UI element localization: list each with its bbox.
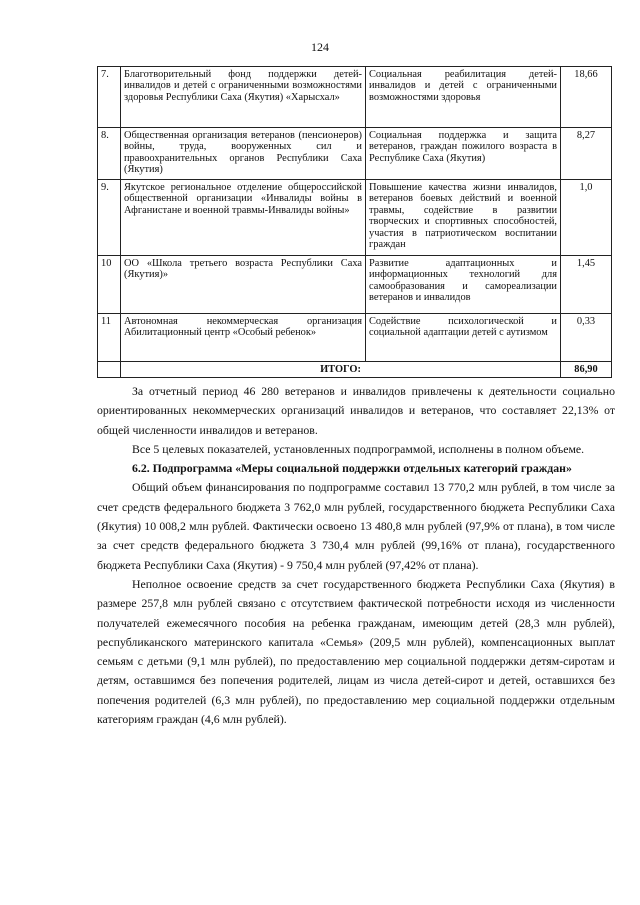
total-label: ИТОГО:: [121, 362, 561, 378]
table-row: [98, 256, 612, 314]
ngo-funding-table: [97, 66, 612, 378]
body-text: [97, 382, 615, 729]
paragraph: За отчетный период 46 280 ветеранов и инвалидов привлечены к деятельности социально ориентированных некоммерческих организаций инвалидов и ветеранов, что составляет 22,13% от общей численности инвалидов и ветеранов.: [97, 384, 615, 437]
organization-cell: ОО «Школа третьего возраста Республики Саха (Якутия)»: [121, 256, 366, 314]
row-number: 9.: [98, 180, 121, 256]
organization-cell: Якутское региональное отделение общероссийской общественной организации «Инвалиды войны в Афганистане и военной травмы-Инвалиды войны»: [121, 180, 366, 256]
amount-cell: 0,33: [561, 314, 612, 362]
amount-cell: 1,0: [561, 180, 612, 256]
row-number: 7.: [98, 67, 121, 128]
table-row: [98, 180, 612, 256]
table-row: [98, 67, 612, 128]
section-heading: 6.2. Подпрограмма «Меры социальной поддержки отдельных категорий граждан»: [132, 461, 572, 476]
page-number: 124: [311, 40, 329, 54]
total-row: [98, 362, 612, 378]
row-number: 10: [98, 256, 121, 314]
direction-cell: Социальная реабилитация детей-инвалидов и детей с ограниченными возможностями здоровья: [366, 67, 561, 128]
direction-cell: Повышение качества жизни инвалидов, ветеранов боевых действий и военной травмы, содействие в развитии творческих и спортивных способностей, участия в патриотическом воспитании граждан: [366, 180, 561, 256]
row-number: 11: [98, 314, 121, 362]
organization-cell: Автономная некоммерческая организация Абилитационный центр «Особый ребенок»: [121, 314, 366, 362]
total-value: 86,90: [561, 362, 612, 378]
direction-cell: Развитие адаптационных и информационных технологий для самообразования и самореализации ветеранов и инвалидов: [366, 256, 561, 314]
organization-cell: Общественная организация ветеранов (пенсионеров) войны, труда, вооруженных сил и правоохранительных органов Республики Саха (Якутия): [121, 128, 366, 180]
row-number: 8.: [98, 128, 121, 180]
direction-cell: Социальная поддержка и защита ветеранов, граждан пожилого возраста в Республике Саха (Якутия): [366, 128, 561, 180]
paragraph: Общий объем финансирования по подпрограмме составил 13 770,2 млн рублей, в том числе за счет средств федерального бюджета 3 762,0 млн рублей, государственного бюджета Республики Саха (Якутия) 10 008,2 млн рублей. Фактически освоено 13 480,8 млн рублей (97,9% от плана), в том числе за счет средств федерального бюджета 3 730,4 млн рублей (99,16% от плана), государственного бюджета Республики Саха (Якутия) - 9 750,4 млн рублей (97,42% от плана).: [97, 480, 615, 572]
paragraph: Неполное освоение средств за счет государственного бюджета Республики Саха (Якутия) в размере 257,8 млн рублей связано с отсутствием фактической потребности исходя из численности получателей ежемесячного пособия на ребенка гражданам, имеющим детей (28,3 млн рублей), республиканского материнского капитала «Семья» (209,5 млн рублей), компенсационных выплат семьям с детьми (9,1 млн рублей), по предоставлению мер социальной поддержки детям-сиротам и детям, оставшимся без попечения родителей, лицам из числа детей-сирот и детей, оставшихся без попечения родителей (6,3 млн рублей), по предоставлению мер социальной поддержки отдельным категориям граждан (4,6 млн рублей).: [97, 576, 615, 727]
table-row: [98, 128, 612, 180]
amount-cell: 1,45: [561, 256, 612, 314]
paragraph: Все 5 целевых показателей, установленных подпрограммой, исполнены в полном объеме.: [132, 441, 585, 456]
amount-cell: 8,27: [561, 128, 612, 180]
table-row: [98, 314, 612, 362]
direction-cell: Содействие психологической и социальной адаптации детей с аутизмом: [366, 314, 561, 362]
amount-cell: 18,66: [561, 67, 612, 128]
organization-cell: Благотворительный фонд поддержки детей-инвалидов и детей с ограниченными возможностями здоровья Республики Саха (Якутия) «Харысхал»: [121, 67, 366, 128]
